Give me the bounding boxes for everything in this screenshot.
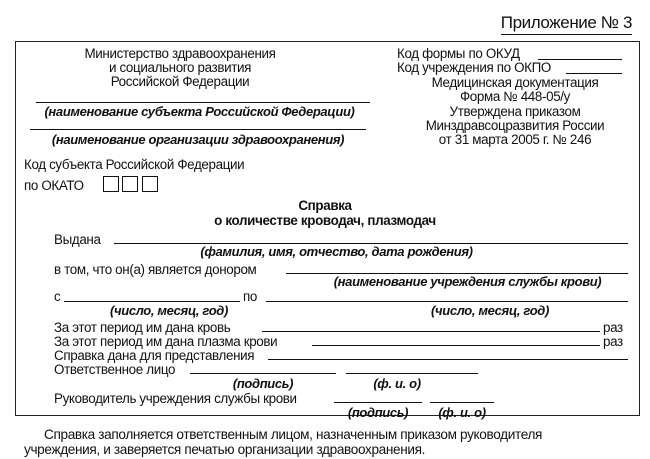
ministry-line-3: Российской Федерации xyxy=(110,74,250,89)
donor-label: в том, что он(а) является донором xyxy=(54,262,257,277)
responsible-name-field[interactable] xyxy=(346,373,478,374)
okato-label: по ОКАТО xyxy=(24,178,84,193)
okato-box-2[interactable] xyxy=(122,176,138,192)
order-date: от 31 марта 2005 г. № 246 xyxy=(438,132,592,147)
subject-field[interactable] xyxy=(36,102,370,103)
okato-box-1[interactable] xyxy=(103,176,119,192)
responsible-fio-caption: (ф. и. о) xyxy=(373,376,421,391)
head-label: Руководитель учреждения службы крови xyxy=(54,391,297,406)
head-sign-caption: (подпись) xyxy=(347,405,409,420)
footer-line-1: Справка заполняется ответственным лицом, назначенным приказом руководителя xyxy=(44,427,543,442)
doc-title: Справка xyxy=(298,198,352,213)
to-date-caption: (число, месяц, год) xyxy=(431,303,549,318)
presented-label: Справка дана для представления xyxy=(54,348,255,363)
from-date-field[interactable] xyxy=(64,301,240,302)
subject-caption: (наименование субъекта Российской Федерации) xyxy=(44,104,355,119)
okud-label: Код формы по ОКУД xyxy=(397,46,520,61)
organization-caption: (наименование организации здравоохранения) xyxy=(51,132,345,147)
organization-field[interactable] xyxy=(30,129,366,130)
form-number: Форма № 448-05/у xyxy=(459,89,571,104)
subject-code-label: Код субъекта Российской Федерации xyxy=(24,157,245,172)
ministry-line-2: и социального развития xyxy=(108,60,252,75)
footer-line-2: учреждения, и заверяется печатью организации здравоохранения. xyxy=(24,442,426,457)
head-fio-caption: (ф. и. о) xyxy=(438,405,486,420)
okpo-label: Код учреждения по ОКПО xyxy=(397,60,551,75)
approved-label: Утверждена приказом xyxy=(449,104,581,119)
from-date-caption: (число, месяц, год) xyxy=(110,303,228,318)
responsible-sign-caption: (подпись) xyxy=(232,376,294,391)
plasma-count-field[interactable] xyxy=(312,345,600,346)
donor-caption: (наименование учреждения службы крови) xyxy=(333,274,602,289)
responsible-label: Ответственное лицо xyxy=(54,362,176,377)
responsible-signature-field[interactable] xyxy=(190,373,336,374)
head-name-field[interactable] xyxy=(430,402,494,403)
head-signature-field[interactable] xyxy=(334,402,422,403)
to-date-field[interactable] xyxy=(266,301,628,302)
okato-box-3[interactable] xyxy=(142,176,158,192)
appendix-label: Приложение № 3 xyxy=(501,13,632,35)
plasma-label: За этот период им дана плазма крови xyxy=(54,334,278,349)
plasma-times: раз xyxy=(603,334,623,349)
ministry-short: Минздравсоцразвития России xyxy=(425,118,605,133)
doc-label: Медицинская документация xyxy=(431,75,599,90)
issued-caption: (фамилия, имя, отчество, дата рождения) xyxy=(200,244,473,259)
okpo-field[interactable] xyxy=(566,73,622,74)
doc-subtitle: о количестве кроводач, плазмодач xyxy=(214,213,436,228)
blood-label: За этот период им дана кровь xyxy=(54,320,231,335)
presented-field[interactable] xyxy=(268,359,628,360)
to-label: по xyxy=(243,289,257,304)
from-label: с xyxy=(54,289,61,304)
blood-count-field[interactable] xyxy=(262,331,600,332)
ministry-line-1: Министерство здравоохранения xyxy=(84,46,276,61)
issued-label: Выдана xyxy=(54,232,101,247)
blood-times: раз xyxy=(603,320,623,335)
